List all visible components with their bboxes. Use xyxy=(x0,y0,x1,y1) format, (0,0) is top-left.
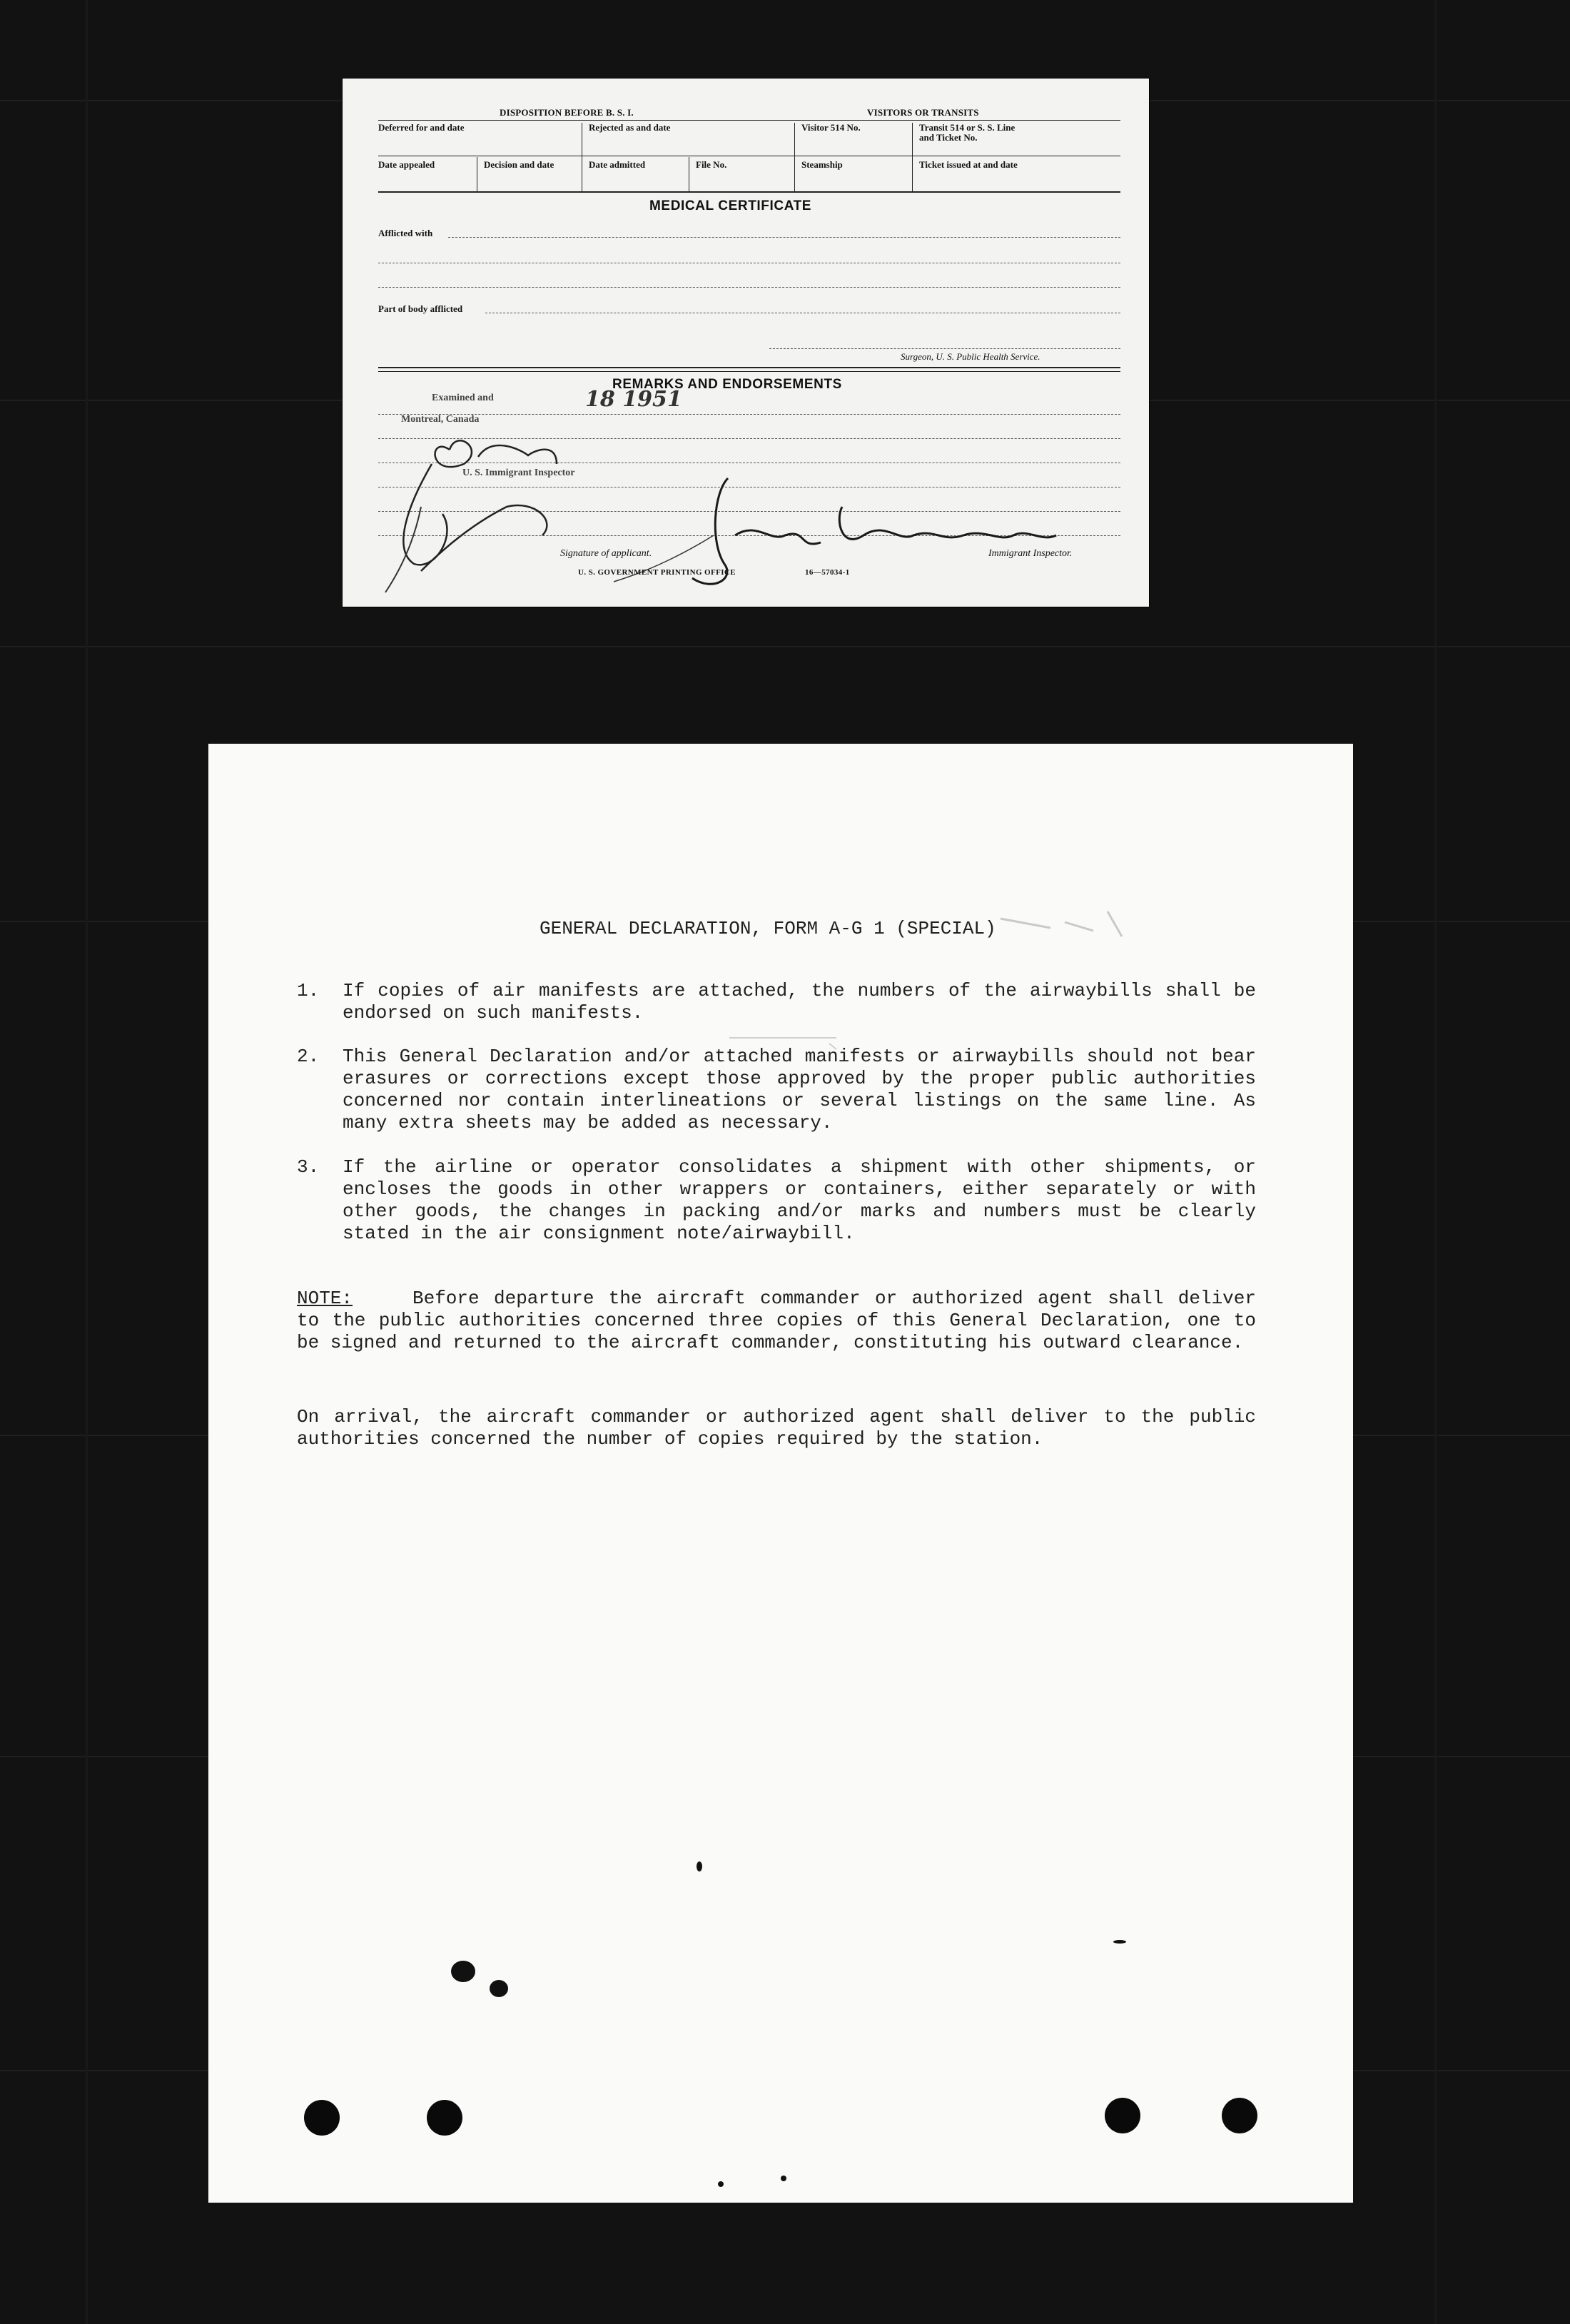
part-of-body-label: Part of body afflicted xyxy=(378,303,463,314)
note-label: NOTE: xyxy=(297,1288,353,1309)
punch-hole xyxy=(1105,2098,1140,2133)
declaration-title: GENERAL DECLARATION, FORM A-G 1 (SPECIAL) xyxy=(540,918,996,939)
visitor-label: Visitor 514 No. xyxy=(801,122,861,133)
item-2-text: This General Declaration and/or attached manifests or airwaybills should not bear erasures or corrections except those approved by the proper public authorities concerned nor contain interlineations or several listings on the same line. As many extra sheets may be added as necessary. xyxy=(343,1046,1256,1133)
ink-speck xyxy=(781,2176,786,2181)
item-2-number: 2. xyxy=(297,1046,320,1067)
item-3-number: 3. xyxy=(297,1156,320,1178)
printing-office: U. S. GOVERNMENT PRINTING OFFICE xyxy=(578,568,736,577)
steamship-label: Steamship xyxy=(801,159,843,170)
form-code: 16—57034-1 xyxy=(805,568,850,577)
general-declaration-sheet xyxy=(208,744,1353,2203)
note-text: Before departure the aircraft commander or authorized agent shall deliver to the public authorities concerned three copies of this General Declaration, one to be signed and returned to the aircraft commander, constituting his outward clearance. xyxy=(297,1288,1256,1353)
immigration-card xyxy=(343,79,1149,607)
deferred-label: Deferred for and date xyxy=(378,122,465,133)
handwritten-signatures xyxy=(343,79,1149,607)
ink-speck xyxy=(697,1861,702,1871)
stray-marks xyxy=(208,744,1353,2203)
decision-label: Decision and date xyxy=(484,159,554,170)
immigrant-inspector-label: Immigrant Inspector. xyxy=(988,548,1073,559)
visitors-header: VISITORS OR TRANSITS xyxy=(867,107,979,118)
punch-hole xyxy=(1222,2098,1257,2133)
stamp-date: 18 1951 xyxy=(585,387,682,412)
date-appealed-label: Date appealed xyxy=(378,159,435,170)
ink-speck xyxy=(490,1980,508,1997)
ticket-issued-label: Ticket issued at and date xyxy=(919,159,1018,170)
item-3-text: If the airline or operator consolidates a shipment with other shipments, or encloses the goods in other wrappers or containers, either separately or with other goods, the changes in packing and/or marks and numbers must be clearly stated in the air consignment note/airwaybill. xyxy=(343,1156,1256,1244)
transit-label-line1: Transit 514 or S. S. Line xyxy=(919,122,1016,133)
rejected-label: Rejected as and date xyxy=(589,122,671,133)
ink-speck xyxy=(718,2181,724,2187)
surgeon-label: Surgeon, U. S. Public Health Service. xyxy=(901,351,1040,362)
signature-applicant-label: Signature of applicant. xyxy=(560,548,652,559)
date-admitted-label: Date admitted xyxy=(589,159,646,170)
punch-hole xyxy=(427,2100,462,2136)
item-1-text: If copies of air manifests are attached, the numbers of the airwaybills shall be endorsed on such manifests. xyxy=(343,980,1256,1024)
disposition-header: DISPOSITION BEFORE B. S. I. xyxy=(500,107,634,118)
ink-speck xyxy=(1113,1940,1126,1944)
punch-hole xyxy=(304,2100,340,2136)
transit-label-line2: and Ticket No. xyxy=(919,132,978,143)
stamp-examined: Examined and xyxy=(432,393,494,403)
ink-speck xyxy=(451,1961,475,1982)
stamp-inspector: U. S. Immigrant Inspector xyxy=(462,468,575,478)
medical-certificate-title: MEDICAL CERTIFICATE xyxy=(649,198,812,213)
item-1-number: 1. xyxy=(297,980,320,1001)
arrival-text: On arrival, the aircraft commander or authorized agent shall deliver to the public authorities concerned the number of copies required by the station. xyxy=(297,1406,1256,1450)
remarks-title: REMARKS AND ENDORSEMENTS xyxy=(612,377,842,392)
file-no-label: File No. xyxy=(696,159,727,170)
afflicted-with-label: Afflicted with xyxy=(378,228,433,238)
stamp-place: Montreal, Canada xyxy=(401,414,480,425)
